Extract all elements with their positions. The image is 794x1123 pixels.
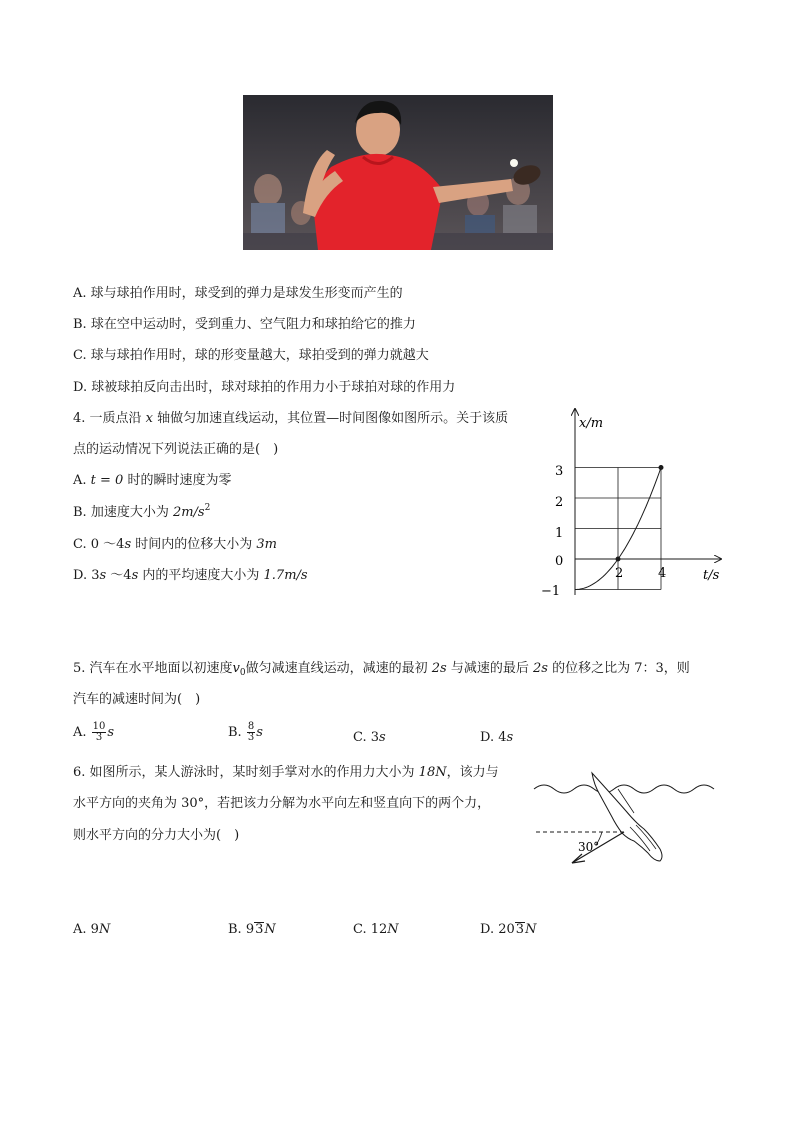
y-tick-1: 1 [555,526,564,541]
q3-option-c: C. 球与球拍作用时，球的形变量越大，球拍受到的弹力就越大 [73,348,429,363]
data-point [616,557,621,562]
y-tick-2: 2 [555,495,564,510]
data-point [659,465,664,470]
table-tennis-photo [243,95,553,250]
x-tick-4: 4 [658,566,667,581]
q6-option-b: B. 93N [228,922,276,937]
q6-stem-line2: 水平方向的夹角为 30°，若把该力分解为水平向左和竖直向下的两个力， [73,796,491,811]
q5-stem-line1: 5. 汽车在水平地面以初速度$v_0$做匀减速直线运动，减速的最初 2s 与减速的最后 2s 的位移之比为 7：3，则 [73,661,690,678]
swimming-force-diagram [532,765,724,880]
q6-stem-line3: 则水平方向的分力大小为( ) [73,828,240,843]
q5-option-c: C. 3s [353,730,386,745]
q6-option-d: D. 203N [480,922,537,937]
q5-stem-line2: 汽车的减速时间为( ) [73,692,201,707]
q6-stem-line1: 6. 如图所示，某人游泳时，某时刻手掌对水的作用力大小为 18N，该力与 [73,765,499,780]
position-time-graph [535,405,735,605]
q4-stem-line2: 点的运动情况下列说法正确的是( ) [73,442,279,457]
q5-option-a: A. $\frac{10}{3}$ s [73,721,115,743]
q5-option-d: D. 4s [480,730,514,745]
water-surface [534,785,714,793]
q5-option-b: B. $\frac{8}{3}$ s [228,721,263,743]
angle-label: 30° [578,840,600,854]
q3-option-a: A. 球与球拍作用时，球受到的弹力是球发生形变而产生的 [73,286,403,301]
q4-option-d: D. 3s ～4s 内的平均速度大小为 1.7m/s [73,568,308,583]
x-axis-label: t/s [703,568,720,583]
y-tick-neg1: −1 [541,584,561,599]
y-tick-0: 0 [555,554,564,569]
q6-option-c: C. 12N [353,922,399,937]
y-tick-3: 3 [555,464,564,479]
q3-option-b: B. 球在空中运动时，受到重力、空气阻力和球拍给它的推力 [73,317,416,332]
hand [592,773,662,861]
x-tick-2: 2 [615,566,624,581]
y-axis-label: x/m [579,416,604,431]
q3-option-d: D. 球被球拍反向击出时，球对球拍的作用力小于球拍对球的作用力 [73,380,456,395]
q4-stem-line1: 4. 一质点沿 x 轴做匀加速直线运动，其位置—时间图像如图所示。关于该质 [73,411,509,426]
q4-option-a: A. t = 0 时的瞬时速度为零 [73,473,232,488]
q4-option-c: C. 0 ～4s 时间内的位移大小为 3m [73,537,277,552]
q6-option-a: A. 9N [73,922,111,937]
q4-option-b: B. 加速度大小为 $2m/s^2$ [73,503,211,520]
